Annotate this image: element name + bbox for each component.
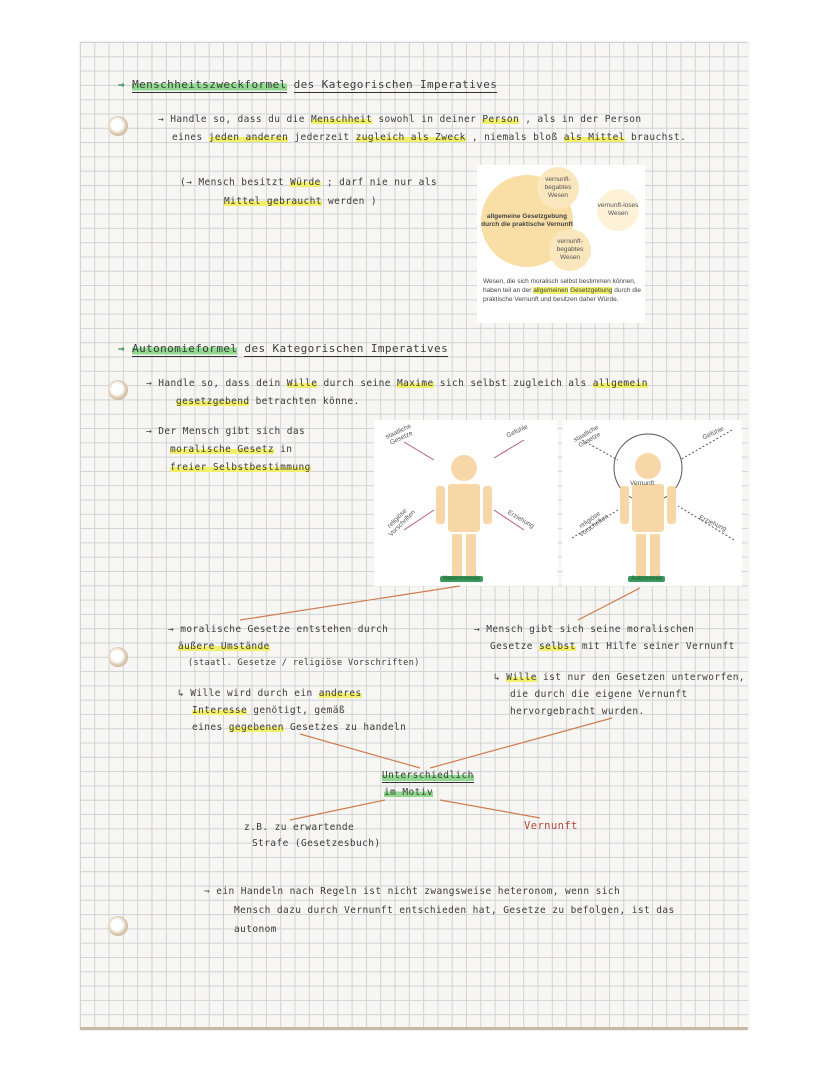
section1-title-rest: des Kategorischen Imperatives xyxy=(293,78,498,91)
highlight-selbst: selbst xyxy=(538,641,576,652)
label-religioese-vorschriften: religiöse Vorschriften xyxy=(386,507,418,539)
highlight-gesetzgebend: gesetzgebend xyxy=(176,396,250,407)
text-span: sowohl in deiner xyxy=(378,114,477,125)
highlight-mittel-gebraucht: Mittel gebraucht xyxy=(224,196,322,207)
highlight-anderes: anderes xyxy=(318,688,362,699)
text-span: ist nur den Gesetzen unterworfen, xyxy=(542,672,745,683)
circle-right: vernunft-loses Wesen xyxy=(597,189,639,231)
label-vernunft: Vernunft xyxy=(630,480,655,487)
left-note-line6 xyxy=(192,722,406,733)
text-span: ↳ Wille wird durch ein xyxy=(178,688,313,699)
heading-arrow-icon: ⇒ xyxy=(118,342,126,355)
left-note-line1: → moralische Gesetze entstehen durch xyxy=(168,624,389,635)
highlight-wille: Wille xyxy=(286,378,318,389)
right-note-line5: hervorgebracht wurden. xyxy=(510,706,645,717)
highlight-jeden-anderen: jeden anderen xyxy=(208,132,289,143)
label-erziehung: Erziehung xyxy=(506,509,536,530)
left-note-line4 xyxy=(178,688,362,699)
right-note-line1: → Mensch gibt sich seine moralischen xyxy=(474,624,695,635)
text-span: (→ Mensch besitzt xyxy=(180,177,285,188)
section2-note-line1: → Der Mensch gibt sich das xyxy=(146,426,306,437)
center-im-motiv: im Motiv xyxy=(384,787,433,798)
circle-top: vernunft-begabtes Wesen xyxy=(537,167,579,209)
highlight-menschheit: Menschheit xyxy=(311,114,373,125)
highlight-zweck: zugleich als Zweck xyxy=(355,132,466,143)
text-span: sich selbst zugleich als xyxy=(439,378,587,389)
label-staatliche-gesetze: staatliche Gesetze xyxy=(572,424,602,450)
text-span: , niemals bloß xyxy=(471,132,558,143)
highlight-gegebenen: gegebenen xyxy=(228,722,284,733)
highlight-wuerde: Würde xyxy=(290,177,321,188)
right-note-line3 xyxy=(494,672,745,683)
text-span: durch die praktische Vernunft und besitzen daher Würde. xyxy=(483,286,641,303)
highlight-moralische-gesetz: moralische Gesetz xyxy=(170,444,275,455)
text-span: werden ) xyxy=(328,196,378,207)
text-span: betrachten könne. xyxy=(255,396,360,407)
branch-vernunft: Vernunft xyxy=(524,820,578,832)
text-span: mit Hilfe seiner Vernunft xyxy=(581,641,735,652)
highlight-selbstbestimmung: freier Selbstbestimmung xyxy=(170,462,311,473)
left-note-line2 xyxy=(178,641,270,652)
text-span: Gesetze xyxy=(490,641,533,652)
section2-title-rest: des Kategorischen Imperatives xyxy=(244,342,449,355)
center-unterschiedlich: Unterschiedlich xyxy=(382,770,474,781)
label-staatliche-gesetze: staatliche Gesetze xyxy=(384,422,414,447)
text-span: eines xyxy=(192,722,223,733)
section2-title: Autonomieformel xyxy=(132,342,238,355)
text-span: Wesen, die sich moralisch selbst bestimmen können, haben teil an der xyxy=(483,278,636,294)
highlight-mittel: als Mittel xyxy=(563,132,625,143)
highlight-person: Person xyxy=(482,114,520,125)
center-line2 xyxy=(384,787,433,798)
highlight-aeussere-umstaende: äußere Umstände xyxy=(178,641,270,652)
right-note-line2 xyxy=(490,641,735,652)
heading-arrow-icon: ⇒ xyxy=(118,78,126,91)
conclusion-line3: autonom xyxy=(234,924,277,935)
highlight-maxime: Maxime xyxy=(396,378,434,389)
label-religioese-vorschriften: religiöse Vorschriften xyxy=(577,510,611,539)
line-center-to-strafe xyxy=(290,800,385,820)
line-auto-to-right xyxy=(578,588,640,620)
center-line1 xyxy=(382,770,474,781)
text-span: → Handle so, dass dein xyxy=(146,378,281,389)
branch-strafe-line1: z.B. zu erwartende xyxy=(244,822,355,833)
label-erziehung: Erziehung xyxy=(697,514,728,533)
conclusion-line2: Mensch dazu durch Vernunft entschieden hat, Gesetze zu befolgen, ist das xyxy=(234,905,675,916)
tag-heteronomie: Heteronomie xyxy=(440,576,483,582)
branch-strafe-line2: Strafe (Gesetzesbuch) xyxy=(252,838,381,849)
text-span: , als in der Person xyxy=(525,114,642,125)
text-span: eines xyxy=(172,132,203,143)
line-hetero-to-left xyxy=(240,586,460,620)
highlight-interesse: Interesse xyxy=(192,705,248,716)
text-span: ↳ xyxy=(494,672,501,683)
line-right-to-center xyxy=(430,718,612,768)
text-span: jederzeit xyxy=(294,132,350,143)
tag-autonomie: Autonomie xyxy=(628,576,665,582)
highlight-wille: Wille xyxy=(506,672,537,683)
conclusion-line1: ⇒ ein Handeln nach Regeln ist nicht zwangsweise heteronom, wenn sich xyxy=(204,886,621,897)
text-span: Gesetzes zu handeln xyxy=(289,722,407,733)
line-center-to-vernunft xyxy=(440,800,540,818)
line-left-to-center xyxy=(300,734,420,768)
label-gefuehle: Gefühle xyxy=(701,425,726,442)
left-note-line3: (staatl. Gesetze / religiöse Vorschriften) xyxy=(188,658,420,668)
text-span: brauchst. xyxy=(631,132,687,143)
text-span: ; darf nie nur als xyxy=(326,177,438,188)
left-note-line5 xyxy=(192,705,345,716)
text-span: → Handle so, dass du die xyxy=(158,114,305,125)
highlight-gesetzgebung: Gesetzgebung xyxy=(570,286,613,294)
text-span: durch seine xyxy=(323,378,391,389)
highlight-allgemein: allgemein xyxy=(592,378,648,389)
text-span: genötigt, gemäß xyxy=(253,705,345,716)
highlight-allgemeinen: allgemeinen xyxy=(533,286,569,294)
section1-title: Menschheitszweckformel xyxy=(132,78,287,91)
label-gefuehle: Gefühle xyxy=(505,423,530,440)
circle-bottom: vernunft-begabtes Wesen xyxy=(549,229,591,271)
right-note-line4: die durch die eigene Vernunft xyxy=(510,689,688,700)
text-span: in xyxy=(280,444,293,455)
big-circle: allgemeine Gesetzgebung durch die praktische Vernunft xyxy=(481,175,573,267)
